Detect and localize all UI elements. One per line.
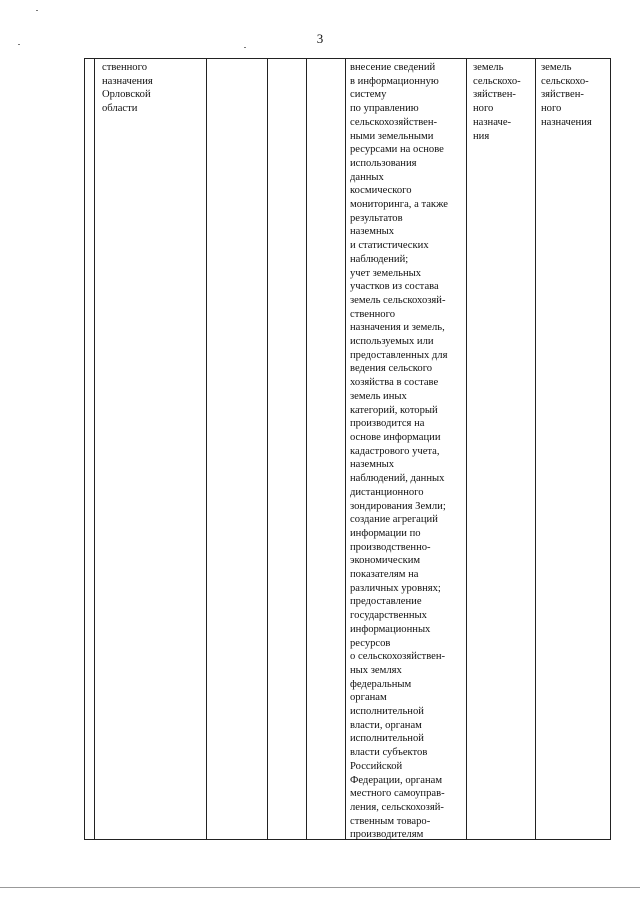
column-divider [345, 59, 346, 839]
scan-speck [244, 47, 246, 48]
page-bottom-rule [0, 887, 640, 888]
cell-activities-description: внесение сведений в информационную систему по управлению сельскохозяйствен- ными земельными ресурсами на основе использования данных космического мониторинга, а также результатов наземных и статистических наблюдений; учет земельных участков из состава земель сельскохозяй- ственного назначения и земель, используемых или предоставленных для ведения сельского хозяйства в составе земель иных категорий, который производится на основе информации кадастрового учета, наземных наблюдений, данных дистанционного зондирования Земли; создание агрегаций информации по производственно- экономическим показателям на различных уровнях; предоставление государственных информационных ресурсов о сельскохозяйствен- ных землях федеральным органам исполнительной власти, органам исполнительной власти субъектов Российской Федерации, органам местного самоуправ- ления, сельскохозяй- ственным товаро- производителям [350, 62, 448, 841]
column-divider [466, 59, 467, 839]
column-divider [94, 59, 95, 839]
column-divider [267, 59, 268, 839]
scan-speck [36, 10, 38, 11]
column-divider [206, 59, 207, 839]
page-number: 3 [316, 31, 324, 46]
cell-land-category-a: земель сельскохо- зяйствен- ного назначе- ния [473, 62, 521, 142]
column-divider [306, 59, 307, 839]
column-divider [535, 59, 536, 839]
scan-speck [18, 44, 20, 45]
cell-region-purpose: ственного назначения Орловской области [102, 62, 153, 115]
cell-land-category-b: земель сельскохо- зяйствен- ного назначения [541, 62, 592, 128]
document-table [84, 58, 611, 840]
